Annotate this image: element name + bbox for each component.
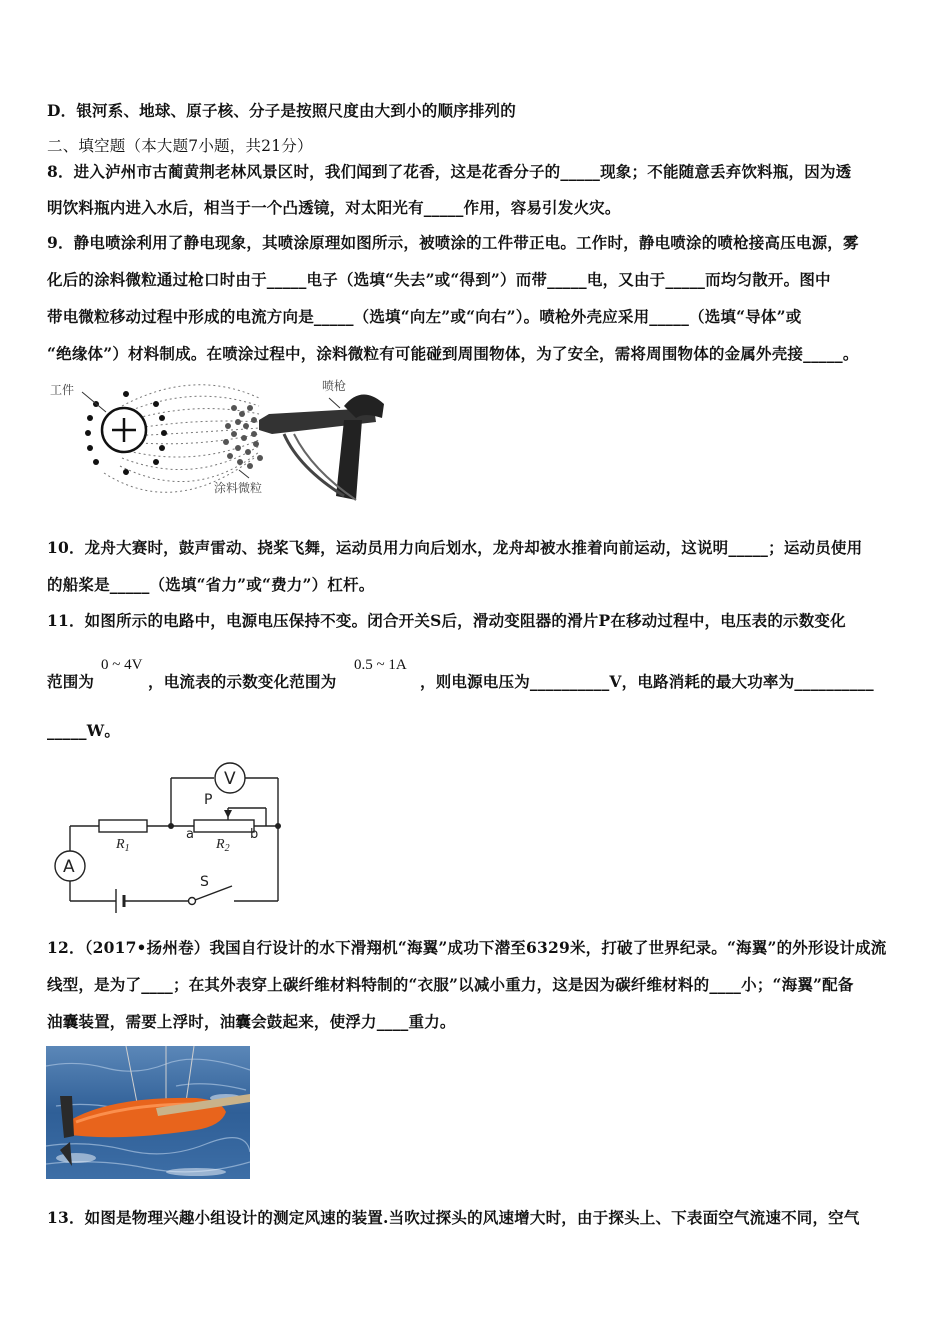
q10-line-1: 10．龙舟大赛时，鼓声雷动、挠桨飞舞，运动员用力向后划水，龙舟却被水推着向前运动，这说明_____；运动员使用 [47,538,863,557]
q9-line-2: 化后的涂料微粒通过枪口时由于_____电子（选填“失去”或“得到”）而带_____电，又由于_____而均匀散开。图中 [47,270,831,289]
q11-line-1: 11．如图所示的电路中，电源电压保持不变。闭合开关S后，滑动变阻器的滑片P在移动过程中，电压表的示数变化 [47,611,846,630]
r2-subscript: 2 [224,843,230,854]
workpiece-label: 工件 [50,383,75,397]
q9-line-1: 9．静电喷涂利用了静电现象，其喷涂原理如图所示，被喷涂的工件带正电。工作时，静电喷涂的喷枪接高压电源，雾 [47,233,859,252]
ammeter-label: A [63,857,75,877]
svg-text:R1 [115,837,130,854]
circuit-figure [44,756,284,916]
slider-label: P [204,792,213,808]
q12-line-2: 线型，是为了____；在其外表穿上碳纤维材料特制的“衣服”以减小重力，这是因为碳纤维材料的____小；“海翼”配备 [47,975,854,994]
q12-line-3: 油囊装置，需要上浮时，油囊会鼓起来，使浮力____重力。 [47,1012,456,1031]
node-b-label: b [250,827,259,842]
q11-line-2a: 范围为 [47,672,95,691]
q11-line-3: _____W。 [47,721,121,740]
q9-line-3: 带电微粒移动过程中形成的电流方向是_____（选填“向左”或“向右”）。喷枪外壳应采用_____（选填“导体”或 [47,307,802,326]
q11-line-2b: ，电流表的示数变化范围为 [148,672,337,691]
underwater-glider-photo [46,1046,250,1179]
q10-line-2: 的船桨是_____（选填“省力”或“费力”）杠杆。 [47,575,375,594]
node-a-label: a [186,827,194,842]
r1-label: R [116,837,125,852]
q12-line-1: 12．（2017•扬州卷）我国自行设计的水下滑翔机“海翼”成功下潜至6329米，打破了世界纪录。“海翼”的外形设计成流 [47,938,887,957]
particles-label: 涂料微粒 [214,481,263,495]
q8-line-2: 明饮料瓶内进入水后，相当于一个凸透镜，对太阳光有_____作用，容易引发火灾。 [47,198,621,217]
q11-current-range: 0.5 ~ 1A [354,657,407,673]
q11-voltage-range: 0 ~ 4V [101,657,143,673]
switch-label: S [200,874,209,890]
q9-line-4: “绝缘体”）材料制成。在喷涂过程中，涂料微粒有可能碰到周围物体，为了安全，需将周围物体的金属外壳接_____。 [47,344,859,363]
q11-line-2c: ，则电源电压为__________V，电路消耗的最大功率为__________ [420,672,874,691]
spray-painting-figure [44,378,389,508]
r2-label: R [216,837,225,852]
q13-line-1: 13．如图是物理兴趣小组设计的测定风速的装置.当吹过探头的风速增大时，由于探头上、下表面空气流速不同，空气 [47,1208,860,1227]
svg-text:R2 [215,837,230,854]
section-heading: 二、填空题（本大题7小题，共21分） [47,137,313,155]
voltmeter-label: V [224,769,236,789]
q8-line-1: 8．进入泸州市古蔺黄荆老林风景区时，我们闻到了花香，这是花香分子的_____现象；不能随意丢弃饮料瓶，因为透 [47,162,852,181]
option-d: D．银河系、地球、原子核、分子是按照尺度由大到小的顺序排列的 [47,101,516,120]
spray-gun-label: 喷枪 [322,379,347,393]
r1-subscript: 1 [124,843,130,854]
